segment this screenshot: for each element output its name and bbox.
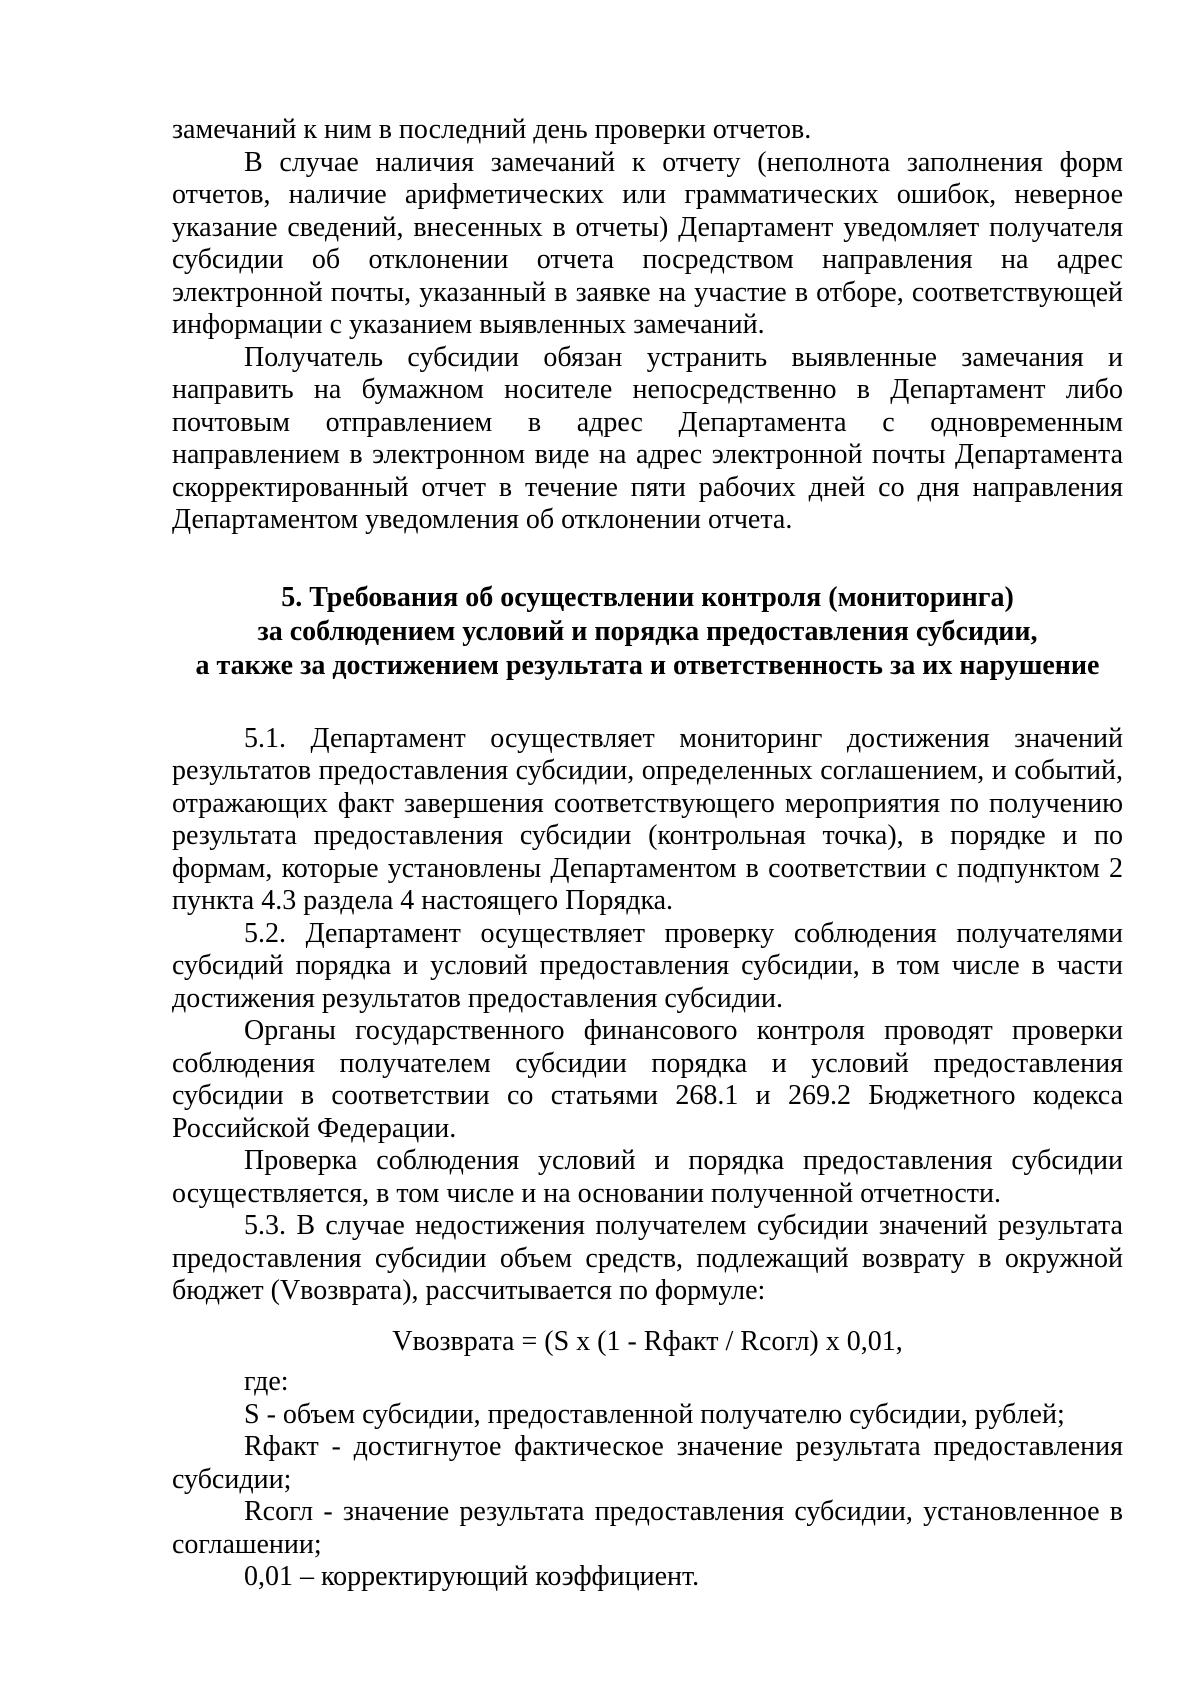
definition-coefficient: 0,01 – корректирующий коэффициент.: [244, 1561, 700, 1592]
return-formula: Vвозврата = (S x (1 - Rфакт / Rсогл) x 0,01,: [392, 1325, 903, 1357]
definition-s: S - объем субсидии, предоставленной получателю субсидии, рублей;: [244, 1398, 1065, 1430]
document-body: [172, 114, 1123, 1594]
section-heading-line-2: за соблюдением условий и порядка предоставления субсидии,: [257, 615, 1038, 647]
definition-r-fact: Rфакт - достигнутое фактическое значение результата предоставления субсидии;: [172, 1431, 1123, 1495]
definition-where: где:: [244, 1366, 289, 1397]
paragraph-continuation: замечаний к ним в последний день проверки отчетов.: [172, 114, 812, 145]
paragraph-compliance-check: Проверка соблюдения условий и порядка предоставления субсидии осуществляется, в том числе и на основании полученной отчетности.: [172, 1145, 1123, 1209]
paragraph-financial-control: Органы государственного финансового контроля проводят проверки соблюдения получателем субсидии порядка и условий предоставления субсидии в соответствии со статьями 268.1 и 269.2 Бюджетного кодекса Российской Федерации.: [172, 1015, 1123, 1144]
paragraph-5-3: 5.3. В случае недостижения получателем субсидии значений результата предоставления субсидии объем средств, подлежащий возврату в окружной бюджет (Vвозврата), рассчитывается по формуле:: [172, 1210, 1123, 1306]
paragraph-remarks-notice: В случае наличия замечаний к отчету (неполнота заполнения форм отчетов, наличие арифметических или грамматических ошибок, неверное указание сведений, внесенных в отчеты) Департамент уведомляет получателя субсидии об отклонении отчета посредством направления на адрес электронной почты, указанный в заявке на участие в отборе, соответствующей информации с указанием выявленных замечаний.: [172, 146, 1123, 340]
section-heading-line-1: 5. Требования об осуществлении контроля (мониторинга): [281, 581, 1014, 613]
paragraph-5-1: 5.1. Департамент осуществляет мониторинг достижения значений результатов предоставления субсидии, определенных соглашением, и событий, отражающих факт завершения соответствующего мероприятия по получению результата предоставления субсидии (контрольная точка), в порядке и по формам, которые установлены Департаментом в соответствии с подпунктом 2 пункта 4.3 раздела 4 настоящего Порядка.: [172, 722, 1123, 916]
section-heading: [172, 581, 1123, 683]
paragraph-5-2: 5.2. Департамент осуществляет проверку соблюдения получателями субсидий порядка и условий предоставления субсидии, в том числе в части достижения результатов предоставления субсидии.: [172, 917, 1123, 1014]
paragraph-remarks-correction: Получатель субсидии обязан устранить выявленные замечания и направить на бумажном носителе непосредственно в Департамент либо почтовым отправлением в адрес Департамента с одновременным направлением в электронном виде на адрес электронной почты Департамента скорректированный отчет в течение пяти рабочих дней со дня направления Департаментом уведомления об отклонении отчета.: [172, 341, 1123, 535]
section-heading-line-3: а также за достижением результата и ответственность за их нарушение: [195, 649, 1100, 681]
definition-r-agreed: Rсогл - значение результата предоставления субсидии, установленное в соглашении;: [172, 1496, 1123, 1560]
